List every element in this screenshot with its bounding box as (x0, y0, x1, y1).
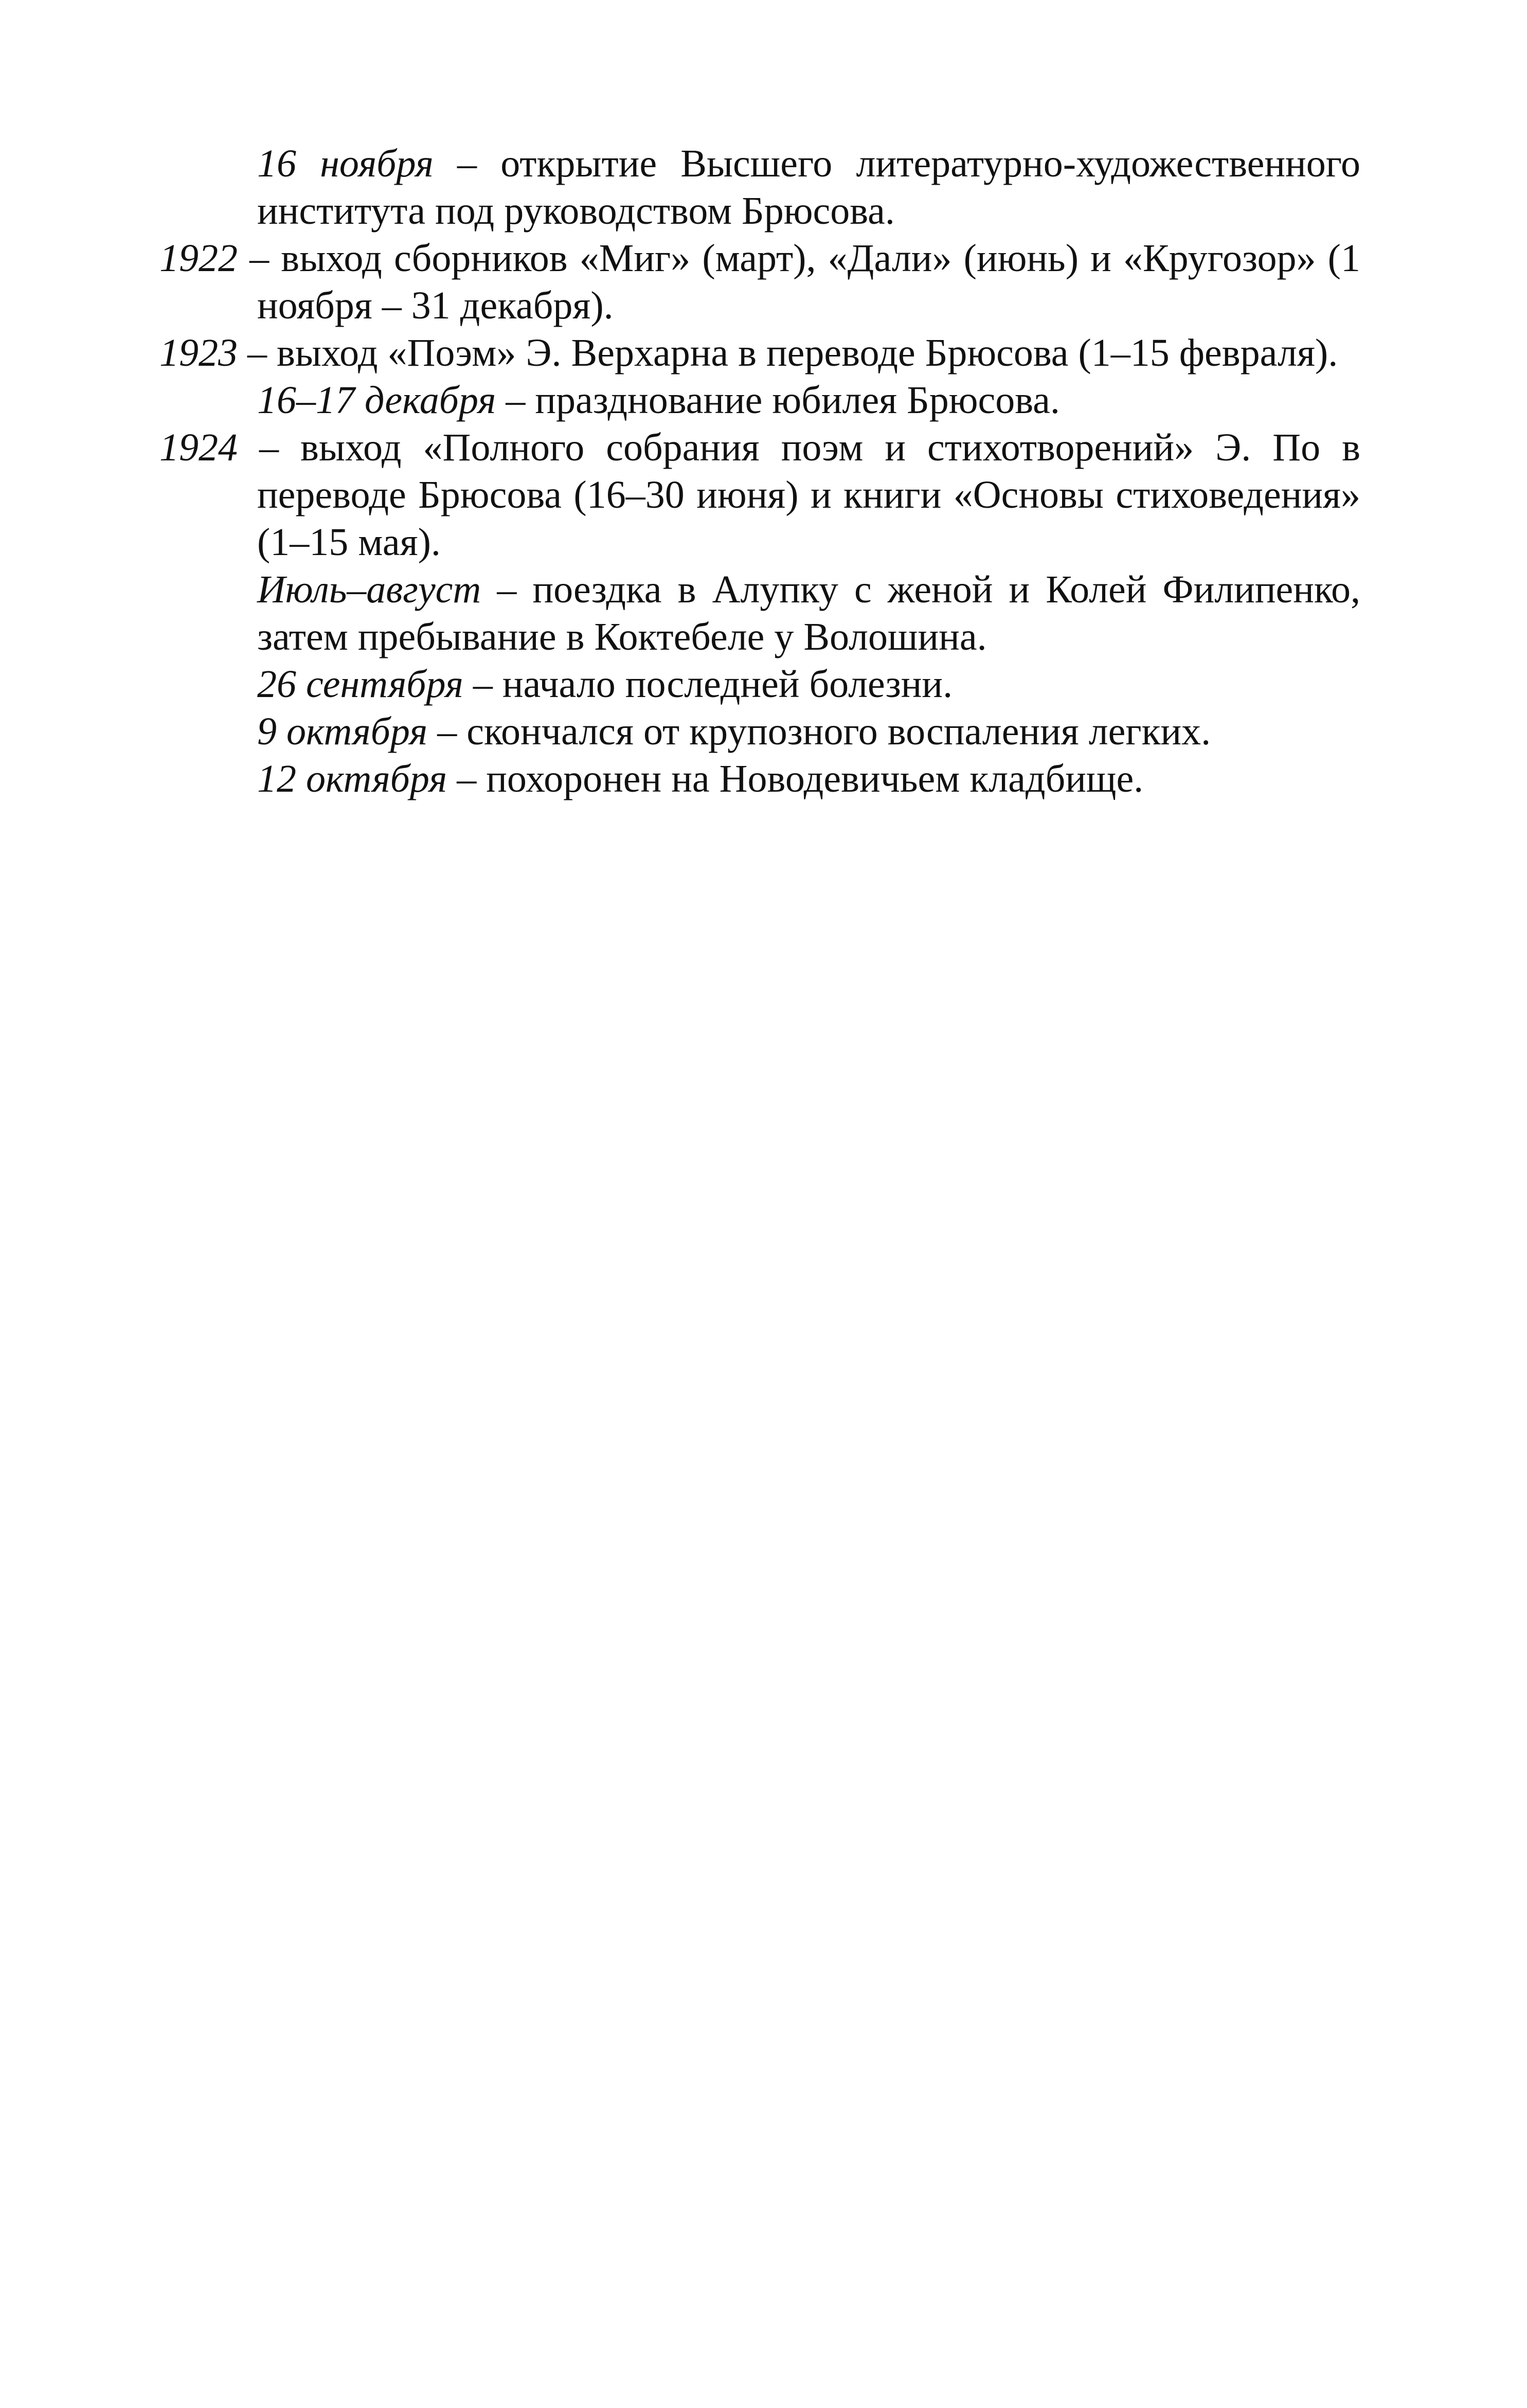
entry-year: 1923 (159, 331, 238, 374)
chronology-entry (159, 377, 1360, 424)
entry-text: – выход «Поэм» Э. Верхарна в переводе Брюсова (1–15 февраля). (238, 331, 1338, 374)
entry-date: 16–17 декабря (257, 379, 496, 422)
chronology-entry (159, 566, 1360, 661)
entry-year: 1922 (159, 237, 238, 280)
chronology-entry (159, 235, 1360, 329)
entry-text: – открытие Высшего литературно-художественного института под руководством Брюсова. (257, 142, 1361, 233)
entry-date: 26 сентября (257, 663, 463, 706)
entry-year: 1924 (159, 426, 238, 469)
chronology-entry (159, 140, 1360, 235)
entry-date: Июль–август (257, 568, 481, 611)
chronology-entry (159, 708, 1360, 755)
entry-text: – скончался от крупозного воспаления легких. (427, 710, 1211, 753)
entry-text: – празднование юбилея Брюсова. (496, 379, 1060, 422)
entry-date: 12 октября (257, 757, 447, 800)
entry-text: – похоронен на Новодевичьем кладбище. (447, 757, 1144, 800)
entry-date: 16 ноября (257, 142, 434, 185)
chronology-text (159, 140, 1360, 802)
chronology-entry (159, 329, 1360, 377)
entry-date: 9 октября (257, 710, 428, 753)
entry-text: – поездка в Алупку с женой и Колей Филипенко, затем пребывание в Коктебеле у Волошина. (257, 568, 1360, 658)
chronology-entry (159, 424, 1360, 566)
chronology-entry (159, 661, 1360, 708)
entry-text: – выход «Полного собрания поэм и стихотворений» Э. По в переводе Брюсова (16–30 июня) и книги «Основы стиховедения» (1–15 мая). (238, 426, 1360, 564)
chronology-entry (159, 755, 1360, 802)
entry-text: – выход сборников «Миг» (март), «Дали» (июнь) и «Кругозор» (1 ноября – 31 декабря). (238, 237, 1360, 327)
entry-text: – начало последней болезни. (463, 663, 953, 706)
